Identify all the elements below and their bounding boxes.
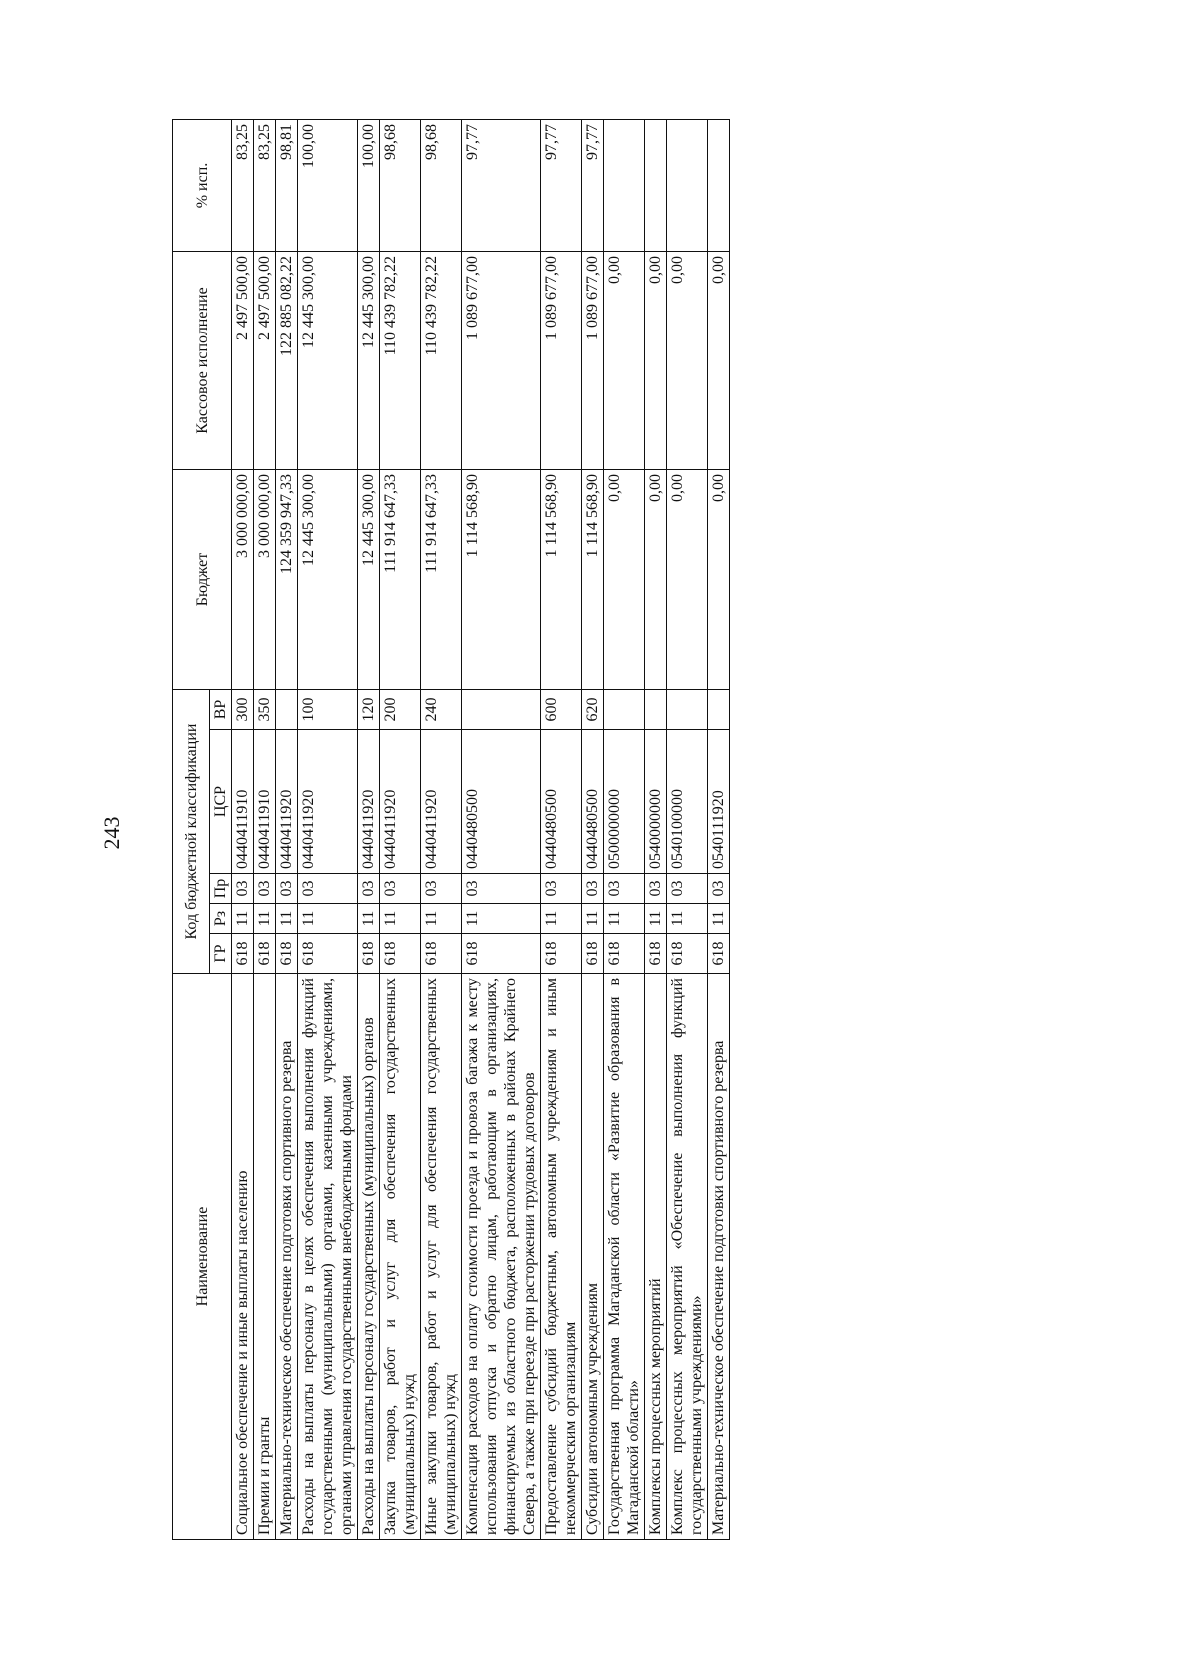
row-gr: 618 <box>254 934 276 974</box>
table-row <box>582 120 604 1540</box>
row-pr: 03 <box>421 874 462 904</box>
row-vr <box>708 690 730 730</box>
row-pr: 03 <box>462 874 541 904</box>
row-cash: 12 445 300,00 <box>358 252 380 470</box>
row-pr: 03 <box>708 874 730 904</box>
table-row <box>708 120 730 1540</box>
row-gr: 618 <box>645 934 667 974</box>
row-pct: 100,00 <box>358 120 380 252</box>
row-pct: 97,77 <box>541 120 582 252</box>
row-vr: 300 <box>232 690 254 730</box>
row-cash: 0,00 <box>645 252 667 470</box>
table-row <box>358 120 380 1540</box>
row-rz: 11 <box>582 904 604 934</box>
table-row <box>667 120 708 1540</box>
header-pct: % исп. <box>173 120 232 252</box>
row-name: Комплексы процессных мероприятий <box>645 974 667 1540</box>
row-pct: 98,68 <box>421 120 462 252</box>
row-pct: 98,81 <box>276 120 298 252</box>
row-budget: 1 114 568,90 <box>541 470 582 690</box>
row-rz: 11 <box>645 904 667 934</box>
row-cash: 1 089 677,00 <box>462 252 541 470</box>
row-vr: 600 <box>541 690 582 730</box>
row-budget: 111 914 647,33 <box>421 470 462 690</box>
row-rz: 11 <box>276 904 298 934</box>
row-csr: 0440411920 <box>380 730 421 874</box>
row-budget: 3 000 000,00 <box>232 470 254 690</box>
row-pr: 03 <box>604 874 645 904</box>
row-csr: 0540000000 <box>645 730 667 874</box>
row-pr: 03 <box>541 874 582 904</box>
row-name: Комплекс процессных мероприятий «Обеспечение выполнения функций государственными учреждениями» <box>667 974 708 1540</box>
row-csr: 0440480500 <box>462 730 541 874</box>
row-rz: 11 <box>667 904 708 934</box>
table-row <box>604 120 645 1540</box>
row-gr: 618 <box>462 934 541 974</box>
row-rz: 11 <box>708 904 730 934</box>
row-vr: 200 <box>380 690 421 730</box>
row-rz: 11 <box>254 904 276 934</box>
row-vr: 120 <box>358 690 380 730</box>
row-name: Субсидии автономным учреждениям <box>582 974 604 1540</box>
row-pct: 83,25 <box>254 120 276 252</box>
row-vr <box>667 690 708 730</box>
row-gr: 618 <box>232 934 254 974</box>
row-csr: 0540111920 <box>708 730 730 874</box>
row-cash: 1 089 677,00 <box>541 252 582 470</box>
row-budget: 0,00 <box>667 470 708 690</box>
table-row <box>421 120 462 1540</box>
row-csr: 0440411910 <box>254 730 276 874</box>
row-cash: 122 885 082,22 <box>276 252 298 470</box>
row-pct: 98,68 <box>380 120 421 252</box>
row-vr: 620 <box>582 690 604 730</box>
row-rz: 11 <box>541 904 582 934</box>
row-pr: 03 <box>645 874 667 904</box>
row-budget: 1 114 568,90 <box>582 470 604 690</box>
row-budget: 12 445 300,00 <box>358 470 380 690</box>
table-row <box>254 120 276 1540</box>
row-pct <box>708 120 730 252</box>
row-gr: 618 <box>358 934 380 974</box>
row-pr: 03 <box>276 874 298 904</box>
header-csr: ЦСР <box>210 730 232 874</box>
header-pr: Пр <box>210 874 232 904</box>
row-rz: 11 <box>298 904 358 934</box>
row-pr: 03 <box>667 874 708 904</box>
row-csr: 0440411920 <box>358 730 380 874</box>
row-cash: 0,00 <box>708 252 730 470</box>
row-pr: 03 <box>380 874 421 904</box>
row-name: Социальное обеспечение и иные выплаты населению <box>232 974 254 1540</box>
row-cash: 110 439 782,22 <box>421 252 462 470</box>
row-csr: 0440480500 <box>541 730 582 874</box>
row-cash: 0,00 <box>667 252 708 470</box>
row-name: Материально-техническое обеспечение подготовки спортивного резерва <box>276 974 298 1540</box>
row-rz: 11 <box>462 904 541 934</box>
row-csr: 0440411920 <box>421 730 462 874</box>
row-cash: 110 439 782,22 <box>380 252 421 470</box>
row-pr: 03 <box>232 874 254 904</box>
row-gr: 618 <box>276 934 298 974</box>
table-row <box>541 120 582 1540</box>
header-budget: Бюджет <box>173 470 232 690</box>
table-row <box>380 120 421 1540</box>
row-pct <box>645 120 667 252</box>
row-vr: 100 <box>298 690 358 730</box>
row-vr: 240 <box>421 690 462 730</box>
row-csr: 0440411920 <box>298 730 358 874</box>
header-cash: Кассовое исполнение <box>173 252 232 470</box>
row-vr <box>604 690 645 730</box>
row-csr: 0500000000 <box>604 730 645 874</box>
header-code-group: Код бюджетной классификации <box>173 690 210 974</box>
header-gr: ГР <box>210 934 232 974</box>
row-pct: 97,77 <box>462 120 541 252</box>
row-gr: 618 <box>380 934 421 974</box>
row-gr: 618 <box>421 934 462 974</box>
row-gr: 618 <box>604 934 645 974</box>
row-pr: 03 <box>358 874 380 904</box>
row-gr: 618 <box>541 934 582 974</box>
row-pr: 03 <box>298 874 358 904</box>
row-rz: 11 <box>604 904 645 934</box>
rotated-table-wrapper <box>172 120 1012 1540</box>
row-gr: 618 <box>667 934 708 974</box>
row-csr: 0440480500 <box>582 730 604 874</box>
row-gr: 618 <box>298 934 358 974</box>
row-pct: 100,00 <box>298 120 358 252</box>
row-budget: 124 359 947,33 <box>276 470 298 690</box>
row-name: Премии и гранты <box>254 974 276 1540</box>
row-pct: 83,25 <box>232 120 254 252</box>
row-budget: 0,00 <box>708 470 730 690</box>
header-vr: ВР <box>210 690 232 730</box>
row-pct: 97,77 <box>582 120 604 252</box>
row-budget: 12 445 300,00 <box>298 470 358 690</box>
row-gr: 618 <box>582 934 604 974</box>
row-gr: 618 <box>708 934 730 974</box>
row-rz: 11 <box>380 904 421 934</box>
table-row <box>462 120 541 1540</box>
table-row <box>298 120 358 1540</box>
row-pr: 03 <box>582 874 604 904</box>
row-name: Материально-техническое обеспечение подготовки спортивного резерва <box>708 974 730 1540</box>
row-cash: 12 445 300,00 <box>298 252 358 470</box>
table-body <box>232 120 730 1540</box>
table-row <box>232 120 254 1540</box>
row-name: Иные закупки товаров, работ и услуг для обеспечения государственных (муниципальных) нужд <box>421 974 462 1540</box>
row-cash: 2 497 500,00 <box>254 252 276 470</box>
row-pr: 03 <box>254 874 276 904</box>
row-name: Расходы на выплаты персоналу государственных (муниципальных) органов <box>358 974 380 1540</box>
row-budget: 0,00 <box>604 470 645 690</box>
table-row <box>276 120 298 1540</box>
row-cash: 0,00 <box>604 252 645 470</box>
row-name: Расходы на выплаты персоналу в целях обеспечения выполнения функций государственными (муниципальными) органами, казенными учреждениями, органами управления государственными внебюджетными фондами <box>298 974 358 1540</box>
row-cash: 2 497 500,00 <box>232 252 254 470</box>
row-csr: 0540100000 <box>667 730 708 874</box>
row-csr: 0440411910 <box>232 730 254 874</box>
row-rz: 11 <box>421 904 462 934</box>
row-pct <box>667 120 708 252</box>
budget-table <box>172 119 730 1540</box>
row-vr: 350 <box>254 690 276 730</box>
page-number: 243 <box>99 816 124 850</box>
table-row <box>645 120 667 1540</box>
row-budget: 1 114 568,90 <box>462 470 541 690</box>
row-vr <box>276 690 298 730</box>
row-csr: 0440411920 <box>276 730 298 874</box>
header-rz: Рз <box>210 904 232 934</box>
row-budget: 111 914 647,33 <box>380 470 421 690</box>
row-name: Предоставление субсидий бюджетным, автономным учреждениям и иным некоммерческим организациям <box>541 974 582 1540</box>
row-name: Компенсация расходов на оплату стоимости проезда и провоза багажа к месту использования отпуска и обратно лицам, работающим в организациях, финансируемых из областного бюджета, расположенных в районах Крайнего Севера, а также при переезде при расторжении трудовых договоров <box>462 974 541 1540</box>
row-rz: 11 <box>358 904 380 934</box>
row-vr <box>462 690 541 730</box>
row-name: Государственная программа Магаданской области «Развитие образования в Магаданской области» <box>604 974 645 1540</box>
row-vr <box>645 690 667 730</box>
header-name: Наименование <box>173 974 232 1540</box>
row-budget: 0,00 <box>645 470 667 690</box>
row-budget: 3 000 000,00 <box>254 470 276 690</box>
row-cash: 1 089 677,00 <box>582 252 604 470</box>
row-rz: 11 <box>232 904 254 934</box>
row-pct <box>604 120 645 252</box>
row-name: Закупка товаров, работ и услуг для обеспечения государственных (муниципальных) нужд <box>380 974 421 1540</box>
